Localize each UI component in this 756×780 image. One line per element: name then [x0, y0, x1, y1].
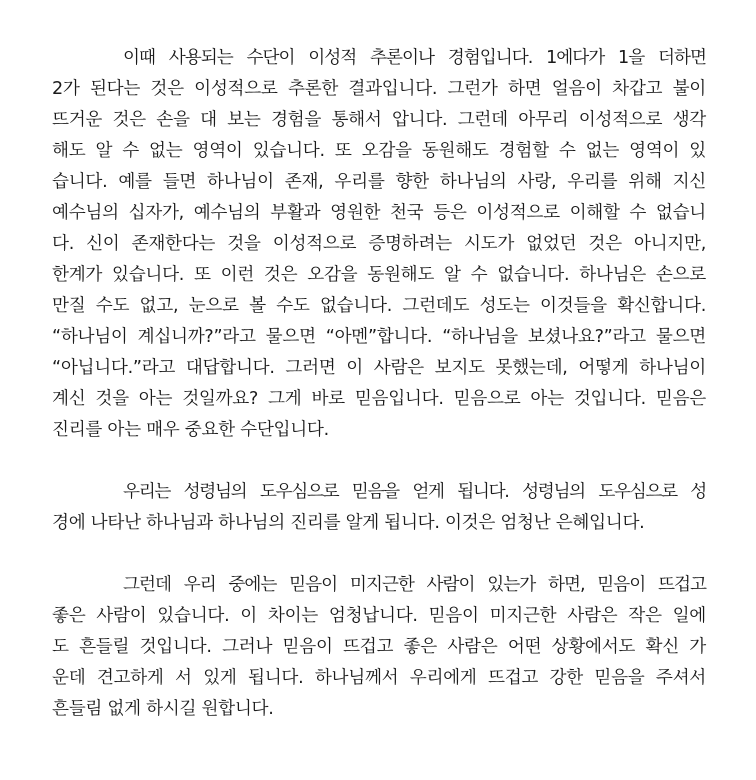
text-line: 만질 수도 없고, 눈으로 볼 수도 없습니다. 그런데도 성도는 이것들을 확신합니다.	[52, 296, 706, 316]
text-line: “아닙니다.”라고 대답합니다. 그러면 이 사람은 보지도 못했는데, 어떻게 하나님이	[52, 358, 706, 378]
text-line: 이때 사용되는 수단이 이성적 추론이나 경험입니다. 1에다가 1을 더하면	[123, 48, 706, 68]
text-line: 그런데 우리 중에는 믿음이 미지근한 사람이 있는가 하면, 믿음이 뜨겁고	[123, 575, 706, 595]
text-line: 다. 신이 존재한다는 것을 이성적으로 증명하려는 시도가 없었던 것은 아니지만,	[52, 234, 706, 254]
text-line: 도 흔들릴 것입니다. 그러나 믿음이 뜨겁고 좋은 사람은 어떤 상황에서도 확신 가	[52, 637, 706, 657]
paragraph-3	[52, 570, 706, 725]
paragraph-2	[52, 477, 706, 539]
text-line: 좋은 사람이 있습니다. 이 차이는 엄청납니다. 믿음이 미지근한 사람은 작은 일에	[52, 606, 706, 626]
text-line: 경에 나타난 하나님과 하나님의 진리를 알게 됩니다. 이것은 엄청난 은혜입니다.	[52, 513, 645, 533]
text-line: 흔들림 없게 하시길 원합니다.	[52, 699, 274, 719]
paragraph-1	[52, 43, 706, 446]
paragraph-gap	[52, 446, 706, 477]
text-line: 2가 된다는 것은 이성적으로 추론한 결과입니다. 그런가 하면 얼음이 차갑고 불이	[52, 79, 706, 99]
paragraph-gap	[52, 539, 706, 570]
text-line: 습니다. 예를 들면 하나님이 존재, 우리를 향한 하나님의 사랑, 우리를 위해 지신	[52, 172, 706, 192]
text-line: 우리는 성령님의 도우심으로 믿음을 얻게 됩니다. 성령님의 도우심으로 성	[123, 482, 706, 502]
document-body	[52, 43, 706, 725]
text-line: 한계가 있습니다. 또 이런 것은 오감을 동원해도 알 수 없습니다. 하나님은 손으로	[52, 265, 706, 285]
text-line: 진리를 아는 매우 중요한 수단입니다.	[52, 420, 329, 440]
text-line: “하나님이 계십니까?”라고 물으면 “아멘”합니다. “하나님을 보셨나요?”라고 물으면	[52, 327, 706, 347]
text-line: 계신 것을 아는 것일까요? 그게 바로 믿음입니다. 믿음으로 아는 것입니다. 믿음은	[52, 389, 706, 409]
text-line: 운데 견고하게 서 있게 됩니다. 하나님께서 우리에게 뜨겁고 강한 믿음을 주셔서	[52, 668, 706, 688]
text-line: 예수님의 십자가, 예수님의 부활과 영원한 천국 등은 이성적으로 이해할 수 없습니	[52, 203, 706, 223]
text-line: 뜨거운 것은 손을 대 보는 경험을 통해서 압니다. 그런데 아무리 이성적으로 생각	[52, 110, 706, 130]
text-line: 해도 알 수 없는 영역이 있습니다. 또 오감을 동원해도 경험할 수 없는 영역이 있	[52, 141, 706, 161]
